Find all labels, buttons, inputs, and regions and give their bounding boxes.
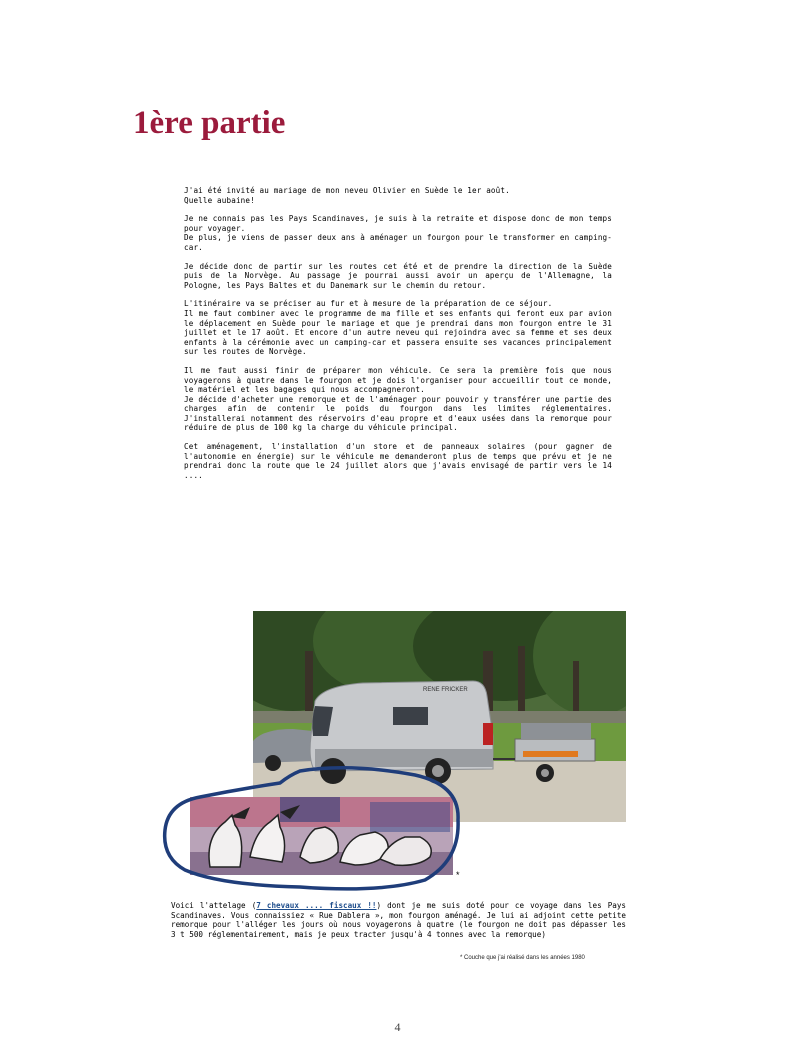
paragraph: Je ne connais pas les Pays Scandinaves, je suis à la retraite et dispose donc de mon temps pour voyager. De plus, je viens de passer deux ans à aménager un fourgon pour le transformer en camping-car. — [184, 214, 612, 252]
paragraph: Je décide donc de partir sur les routes cet été et de prendre la direction de la Suède puis de la Norvège. Au passage je pourrai aussi avoir un aperçu de l'Allemagne, la Pologne, les Pays Baltes et du Danemark sur le chemin du retour. — [184, 261, 612, 290]
photo-caption — [171, 901, 626, 939]
caption-link[interactable]: 7 chevaux .... fiscaux !! — [256, 901, 377, 910]
footnote-marker: * — [456, 870, 460, 880]
page-title: 1ère partie — [133, 105, 286, 141]
paragraph: L'itinéraire va se préciser au fur et à mesure de la préparation de ce séjour. Il me faut combiner avec le programme de ma fille et ses enfants qui feront eux par avion le déplacement en Suède pour le mariage et que je prendrai dans mon fourgon entre le 31 juillet et le 17 août. Et encore d'un autre neveu qui rejoindra avec sa femme et ses deux enfants à la cérémonie avec un camping-car et passera ensuite ses vacances principalement sur les routes de Norvège. — [184, 299, 612, 357]
paragraph: J'ai été invité au mariage de mon neveu Olivier en Suède le 1er août. Quelle aubaine! — [184, 186, 510, 205]
paragraph: Cet aménagement, l'installation d'un store et de panneaux solaires (pour gagner de l'autonomie en énergie) sur le véhicule me demanderont plus de temps que prévu et je ne prendrai donc la route que le 24 juillet alors que j'avais envisagé de partir vers le 14 .... — [184, 442, 612, 480]
footnote: * Couche que j'ai réalisé dans les années 1980 — [460, 955, 585, 961]
hand-drawn-circle — [160, 765, 480, 895]
body-text — [184, 186, 612, 489]
caption-text-end: ) dont je me suis doté pour ce voyage dans les Pays Scandinaves. Vous connaissiez « Rue Dablera », mon fourgon aménagé. Je lui ai adjoint cette petite remorque pour l'alléger les jours où nous voyagerons à quatre (le fourgon ne doit pas dépasser les 3 t 500 réglementairement, mais je peux tracter jusqu'à 4 tonnes avec la remorque) — [171, 901, 626, 939]
page-number: 4 — [394, 1020, 401, 1034]
van-brand-text: RENE FRICKER — [423, 687, 468, 693]
paragraph: Il me faut aussi finir de préparer mon véhicule. Ce sera la première fois que nous voyagerons à quatre dans le fourgon et je dois l'organiser pour accueillir tout ce monde, le matériel et les bagages qui nous accompagneront. Je décide d'acheter une remorque et de l'aménager pour pouvoir y transférer une partie des charges afin de contenir le poids du fourgon dans les limites réglementaires. J'installerai notamment des réservoirs d'eau propre et d'eaux usées dans la remorque pour réduire de plus de 100 kg la charge du véhicule principal. — [184, 365, 612, 433]
caption-text-start: Voici l'attelage ( — [171, 901, 257, 910]
